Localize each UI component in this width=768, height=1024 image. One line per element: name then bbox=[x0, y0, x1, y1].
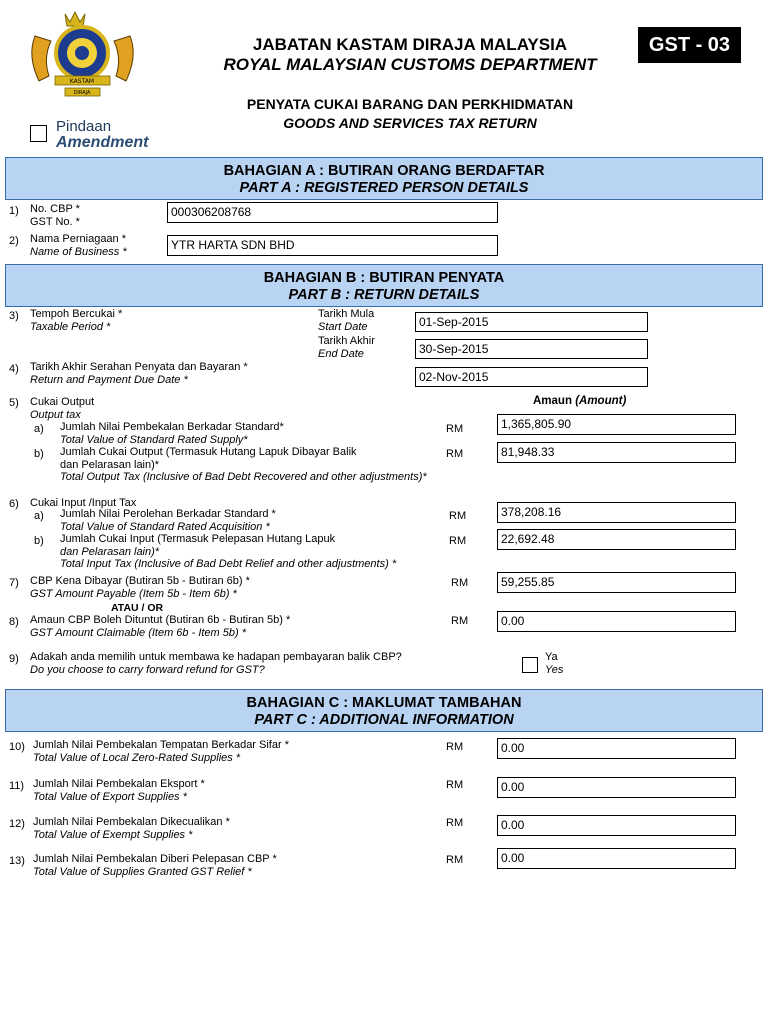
standard-supply-label: Jumlah Nilai Pembekalan Berkadar Standard* Total Value of Standard Rated Supply* bbox=[60, 421, 284, 446]
input-tax-total-label: Jumlah Cukai Input (Termasuk Pelepasan Hutang Lapuk dan Pelarasan lain)* Total Input Tax (Inclusive of Bad Debt Relief and other adjustments) * bbox=[60, 533, 397, 570]
zero-rated-field[interactable]: 0.00 bbox=[497, 738, 736, 759]
currency-label: RM bbox=[446, 741, 464, 753]
business-name-field[interactable]: YTR HARTA SDN BHD bbox=[167, 235, 498, 256]
item-number: 13) bbox=[9, 855, 25, 867]
part-a-header bbox=[5, 157, 763, 200]
start-date-field[interactable]: 01-Sep-2015 bbox=[415, 312, 648, 332]
due-date-field[interactable]: 02-Nov-2015 bbox=[415, 367, 648, 387]
part-c-title-malay: BAHAGIAN C : MAKLUMAT TAMBAHAN bbox=[246, 695, 522, 711]
input-tax-label: Cukai Input /Input Tax bbox=[30, 497, 137, 509]
or-separator: ATAU / OR bbox=[111, 602, 164, 614]
gst-claimable-label: Amaun CBP Boleh Dituntut (Butiran 6b - Butiran 5b) * GST Amount Claimable (Item 6b - Item 5b) * bbox=[30, 614, 291, 639]
output-tax-label: Cukai Output Output tax bbox=[30, 396, 95, 421]
carry-forward-checkbox[interactable] bbox=[522, 657, 538, 673]
exempt-supplies-label: Jumlah Nilai Pembekalan Dikecualikan * Total Value of Exempt Supplies * bbox=[33, 816, 230, 841]
amendment-label-english: Amendment bbox=[56, 134, 149, 151]
gst-payable-label: CBP Kena Dibayar (Butiran 5b - Butiran 6b) * GST Amount Payable (Item 5b - Item 6b) * bbox=[30, 575, 250, 600]
currency-label: RM bbox=[446, 779, 464, 791]
taxable-period-label: Tempoh Bercukai * Taxable Period * bbox=[30, 308, 123, 333]
svg-text:KASTAM: KASTAM bbox=[69, 78, 95, 85]
business-name-label: Nama Perniagaan * Name of Business * bbox=[30, 233, 127, 258]
end-date-field[interactable]: 30-Sep-2015 bbox=[415, 339, 648, 359]
gst-relief-label: Jumlah Nilai Pembekalan Diberi Pelepasan CBP * Total Value of Supplies Granted GST Relief * bbox=[33, 853, 277, 878]
due-date-label: Tarikh Akhir Serahan Penyata dan Bayaran * Return and Payment Due Date * bbox=[30, 361, 248, 386]
sub-item-letter: a) bbox=[34, 423, 44, 435]
carry-forward-label: Adakah anda memilih untuk membawa ke hadapan pembayaran balik CBP? Do you choose to carry forward refund for GST? bbox=[30, 651, 402, 676]
amendment-label-malay: Pindaan bbox=[56, 118, 112, 135]
part-b-title-malay: BAHAGIAN B : BUTIRAN PENYATA bbox=[263, 270, 505, 286]
item-number: 4) bbox=[9, 363, 19, 375]
currency-label: RM bbox=[449, 535, 467, 547]
currency-label: RM bbox=[446, 817, 464, 829]
item-number: 7) bbox=[9, 577, 19, 589]
sub-item-letter: b) bbox=[34, 448, 44, 460]
export-supplies-field[interactable]: 0.00 bbox=[497, 777, 736, 798]
amendment-checkbox[interactable] bbox=[30, 125, 47, 142]
gst-no-field[interactable]: 000306208768 bbox=[167, 202, 498, 223]
output-tax-total-field[interactable]: 81,948.33 bbox=[497, 442, 736, 463]
currency-label: RM bbox=[446, 448, 464, 460]
gst-relief-field[interactable]: 0.00 bbox=[497, 848, 736, 869]
standard-supply-field[interactable]: 1,365,805.90 bbox=[497, 414, 736, 435]
sub-item-letter: a) bbox=[34, 510, 44, 522]
item-number: 10) bbox=[9, 741, 25, 753]
output-tax-total-label: Jumlah Cukai Output (Termasuk Hutang Lapuk Dibayar Balik dan Pelarasan lain)* Total Output Tax (Inclusive of Bad Debt Recovered and other adjustments)* bbox=[60, 446, 427, 483]
part-b-title-english: PART B : RETURN DETAILS bbox=[288, 287, 480, 303]
currency-label: RM bbox=[446, 854, 464, 866]
gst-payable-field[interactable]: 59,255.85 bbox=[497, 572, 736, 593]
start-date-label: Tarikh Mula Start Date bbox=[318, 308, 375, 333]
item-number: 9) bbox=[9, 653, 19, 665]
item-number: 1) bbox=[9, 205, 19, 217]
part-a-title-malay: BAHAGIAN A : BUTIRAN ORANG BERDAFTAR bbox=[223, 163, 545, 179]
part-c-header bbox=[5, 689, 763, 732]
export-supplies-label: Jumlah Nilai Pembekalan Eksport * Total Value of Export Supplies * bbox=[33, 778, 205, 803]
form-title-english: GOODS AND SERVICES TAX RETURN bbox=[283, 115, 537, 131]
currency-label: RM bbox=[451, 615, 469, 627]
svg-text:DIRAJA: DIRAJA bbox=[73, 90, 91, 96]
part-c-title-english: PART C : ADDITIONAL INFORMATION bbox=[254, 712, 514, 728]
item-number: 5) bbox=[9, 397, 19, 409]
part-a-title-english: PART A : REGISTERED PERSON DETAILS bbox=[239, 180, 529, 196]
form-title-malay: PENYATA CUKAI BARANG DAN PERKHIDMATAN bbox=[246, 96, 574, 112]
standard-acquisition-field[interactable]: 378,208.16 bbox=[497, 502, 736, 523]
sub-item-letter: b) bbox=[34, 535, 44, 547]
currency-label: RM bbox=[451, 577, 469, 589]
currency-label: RM bbox=[446, 423, 464, 435]
item-number: 8) bbox=[9, 616, 19, 628]
item-number: 3) bbox=[9, 310, 19, 322]
dept-name-malay: JABATAN KASTAM DIRAJA MALAYSIA bbox=[252, 35, 568, 54]
gst-claimable-field[interactable]: 0.00 bbox=[497, 611, 736, 632]
zero-rated-label: Jumlah Nilai Pembekalan Tempatan Berkadar Sifar * Total Value of Local Zero-Rated Supplies * bbox=[33, 739, 289, 764]
item-number: 6) bbox=[9, 498, 19, 510]
dept-name-english: ROYAL MALAYSIAN CUSTOMS DEPARTMENT bbox=[223, 55, 597, 74]
part-b-header bbox=[5, 264, 763, 307]
form-code-badge: GST - 03 bbox=[638, 27, 741, 63]
standard-acquisition-label: Jumlah Nilai Perolehan Berkadar Standard * Total Value of Standard Rated Acquisition * bbox=[60, 508, 276, 533]
item-number: 11) bbox=[9, 780, 25, 792]
amount-column-header: Amaun (Amount) bbox=[533, 395, 627, 407]
currency-label: RM bbox=[449, 510, 467, 522]
item-number: 12) bbox=[9, 818, 25, 830]
gst-no-label: No. CBP * GST No. * bbox=[30, 203, 80, 228]
end-date-label: Tarikh Akhir End Date bbox=[318, 335, 375, 360]
item-number: 2) bbox=[9, 235, 19, 247]
input-tax-total-field[interactable]: 22,692.48 bbox=[497, 529, 736, 550]
customs-crest-logo bbox=[25, 6, 140, 101]
exempt-supplies-field[interactable]: 0.00 bbox=[497, 815, 736, 836]
yes-label: Ya Yes bbox=[545, 651, 564, 676]
